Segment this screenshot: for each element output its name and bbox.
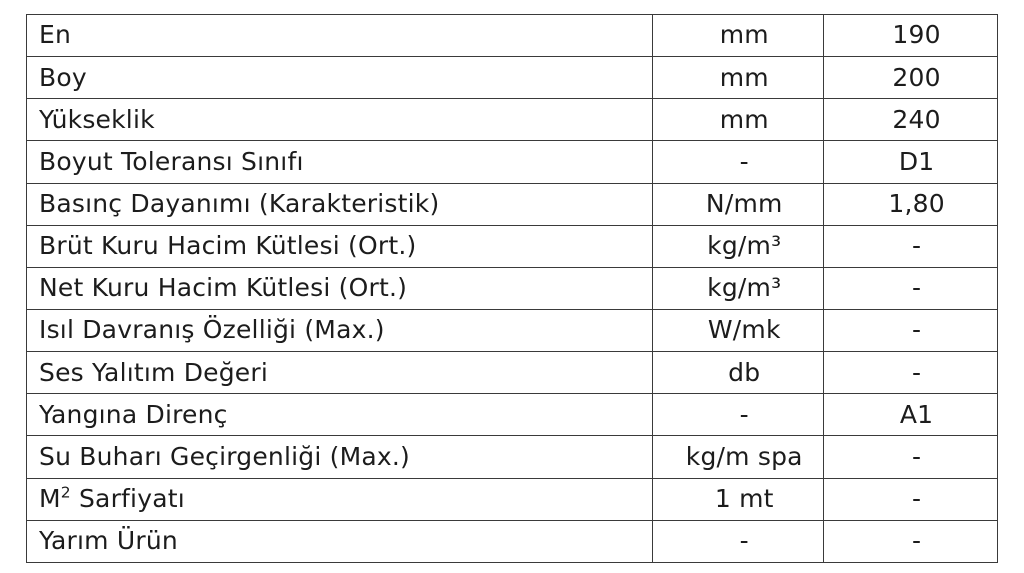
table-row bbox=[27, 436, 998, 478]
row-property: Boyut Toleransı Sınıfı bbox=[27, 141, 653, 183]
row-value: 190 bbox=[824, 15, 998, 57]
table-row bbox=[27, 99, 998, 141]
row-property: Isıl Davranış Özelliği (Max.) bbox=[27, 309, 653, 351]
row-value: 240 bbox=[824, 99, 998, 141]
row-property: En bbox=[27, 15, 653, 57]
row-unit: kg/m spa bbox=[653, 436, 824, 478]
row-value: - bbox=[824, 309, 998, 351]
row-value: - bbox=[824, 225, 998, 267]
row-value: A1 bbox=[824, 394, 998, 436]
table-row bbox=[27, 352, 998, 394]
row-property: Brüt Kuru Hacim Kütlesi (Ort.) bbox=[27, 225, 653, 267]
table-row bbox=[27, 225, 998, 267]
row-property: Yangına Direnç bbox=[27, 394, 653, 436]
row-property: Ses Yalıtım Değeri bbox=[27, 352, 653, 394]
row-unit: db bbox=[653, 352, 824, 394]
row-unit: mm bbox=[653, 15, 824, 57]
row-value: - bbox=[824, 436, 998, 478]
table-row bbox=[27, 57, 998, 99]
row-unit: mm bbox=[653, 57, 824, 99]
row-unit: mm bbox=[653, 99, 824, 141]
table-row bbox=[27, 520, 998, 562]
row-value: 1,80 bbox=[824, 183, 998, 225]
table-row bbox=[27, 478, 998, 520]
row-value: - bbox=[824, 520, 998, 562]
row-unit: kg/m³ bbox=[653, 225, 824, 267]
row-value: - bbox=[824, 352, 998, 394]
specification-table bbox=[26, 14, 998, 563]
row-property: Yükseklik bbox=[27, 99, 653, 141]
table-row bbox=[27, 267, 998, 309]
table-row bbox=[27, 15, 998, 57]
row-property: Su Buharı Geçirgenliği (Max.) bbox=[27, 436, 653, 478]
superscript-two: 2 bbox=[60, 483, 71, 502]
row-value: - bbox=[824, 478, 998, 520]
table-row bbox=[27, 394, 998, 436]
row-value: - bbox=[824, 267, 998, 309]
table-row bbox=[27, 309, 998, 351]
row-unit: kg/m³ bbox=[653, 267, 824, 309]
row-unit: W/mk bbox=[653, 309, 824, 351]
row-value: D1 bbox=[824, 141, 998, 183]
row-property: Boy bbox=[27, 57, 653, 99]
row-unit: - bbox=[653, 394, 824, 436]
row-unit: - bbox=[653, 520, 824, 562]
row-unit: 1 mt bbox=[653, 478, 824, 520]
row-property: Net Kuru Hacim Kütlesi (Ort.) bbox=[27, 267, 653, 309]
table-body bbox=[27, 15, 998, 563]
row-property: Basınç Dayanımı (Karakteristik) bbox=[27, 183, 653, 225]
row-value: 200 bbox=[824, 57, 998, 99]
row-property bbox=[27, 478, 653, 520]
table-row bbox=[27, 141, 998, 183]
row-unit: N/mm bbox=[653, 183, 824, 225]
row-unit: - bbox=[653, 141, 824, 183]
row-property-text: $M^2$ Sarfiyatı bbox=[39, 483, 185, 513]
table-row bbox=[27, 183, 998, 225]
row-property: Yarım Ürün bbox=[27, 520, 653, 562]
